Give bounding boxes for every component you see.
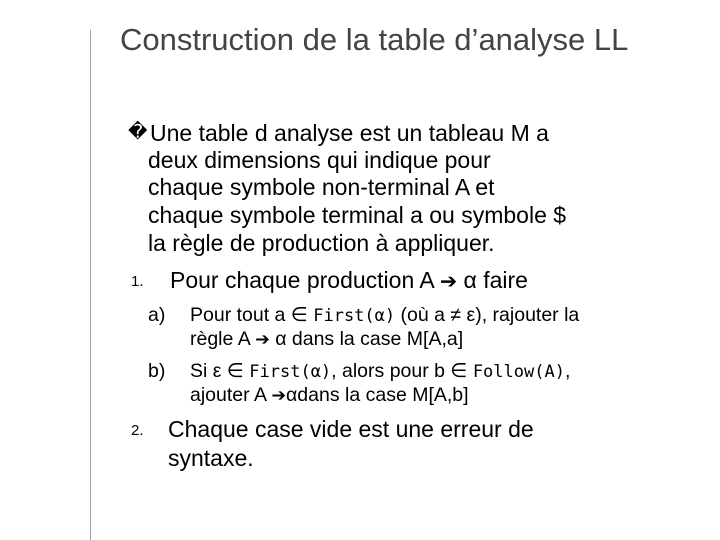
right-arrow-icon: ➔	[271, 386, 287, 406]
intro-line-5: la règle de production à appliquer.	[148, 230, 495, 256]
item-1-number: 1.	[131, 273, 144, 290]
item-1-text-before: Pour chaque production A	[170, 267, 434, 293]
vertical-divider	[90, 30, 91, 540]
item-2-line-2: syntaxe.	[168, 445, 254, 471]
sub-a-line-1	[190, 303, 710, 328]
follow-function: Follow(A)	[472, 362, 565, 382]
slide-title: Construction de la table d’analyse LL	[120, 22, 629, 57]
sub-b-line-2-after: αdans la case M[A,b]	[286, 384, 469, 406]
sub-a-text-before: Pour tout a ∈	[190, 304, 308, 326]
sub-a-line-2-after: α dans la case M[A,a]	[275, 328, 464, 350]
intro-line-3: chaque symbole non-terminal A et	[148, 174, 495, 200]
item-1-text	[170, 266, 720, 296]
sub-b-text-before: Si ε ∈	[190, 360, 244, 382]
intro-line-1: Une table d analyse est un tableau M a	[150, 120, 549, 146]
right-arrow-icon: ➔	[439, 269, 458, 293]
item-2-line-1: Chaque case vide est une erreur de	[168, 416, 534, 442]
sub-b-marker: b)	[148, 360, 166, 382]
item-2-number: 2.	[131, 422, 144, 439]
sub-a-line-2-before: règle A	[190, 328, 250, 350]
first-function: First(α)	[249, 362, 332, 382]
first-function: First(α)	[313, 306, 396, 326]
sub-a-text-after: (où a ≠ ε), rajouter la	[400, 304, 580, 326]
sub-a-line-2	[190, 327, 710, 352]
sub-b-line-2	[190, 383, 710, 408]
intro-bullet-icon: �	[128, 122, 148, 143]
sub-b-line-2-before: ajouter A	[190, 384, 266, 406]
sub-a-marker: a)	[148, 304, 166, 326]
intro-line-2: deux dimensions qui indique pour	[148, 147, 491, 173]
intro-line-4: chaque symbole terminal a ou symbole $	[148, 202, 567, 228]
sub-b-line-1	[190, 359, 710, 384]
item-1-text-after: α faire	[463, 267, 528, 293]
sub-b-text-after: ,	[564, 360, 571, 382]
right-arrow-icon: ➔	[255, 330, 270, 350]
sub-b-text-mid: , alors pour b ∈	[331, 360, 468, 382]
